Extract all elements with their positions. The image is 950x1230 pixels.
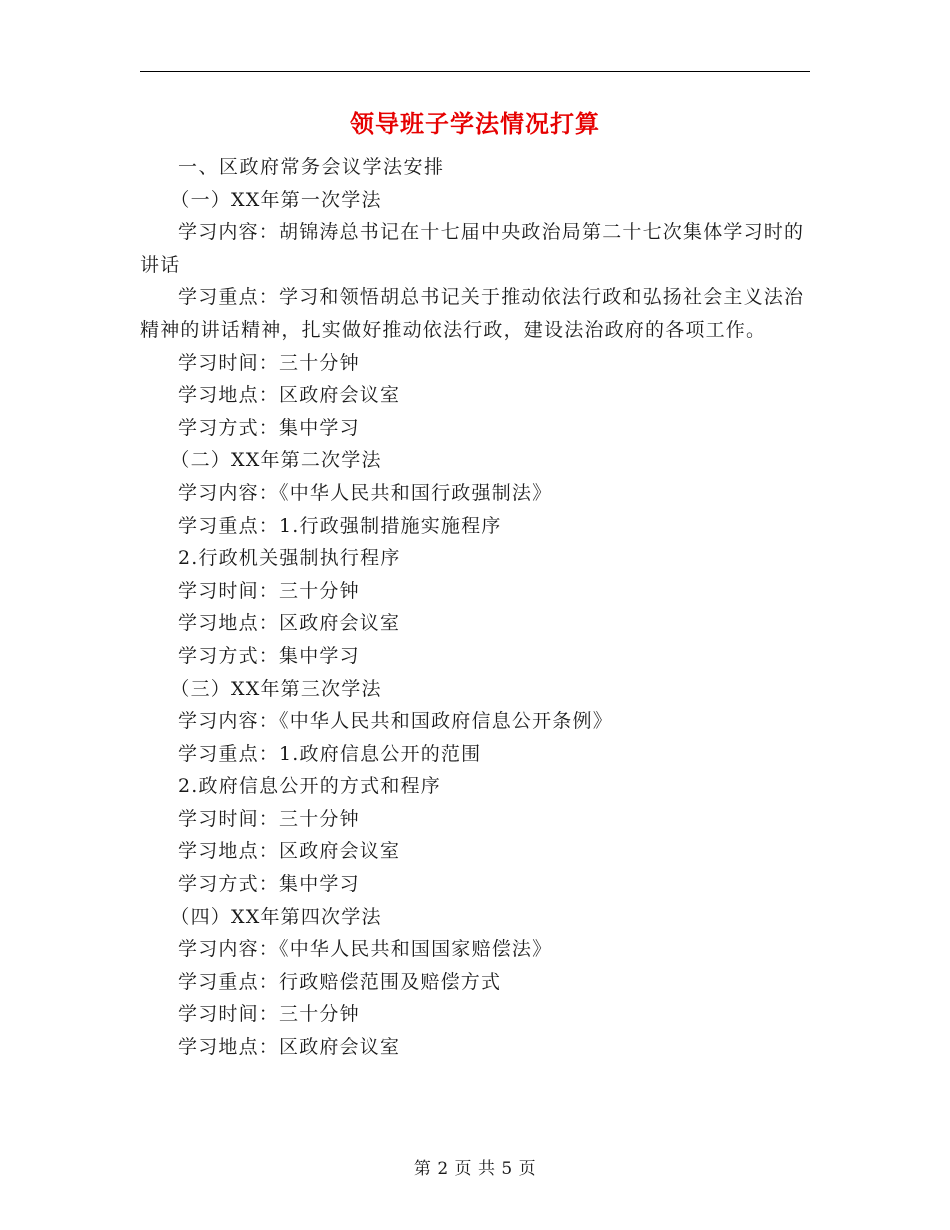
- paragraph: 学习重点：学习和领悟胡总书记关于推动依法行政和弘扬社会主义法治精神的讲话精神，扎实做好推动依法行政，建设法治政府的各项工作。: [140, 286, 805, 341]
- paragraph: 学习内容：《中华人民共和国行政强制法》: [178, 481, 553, 504]
- document-body: [140, 151, 810, 1064]
- paragraph: 学习地点：区政府会议室: [178, 612, 401, 635]
- paragraph: 学习内容：《中华人民共和国政府信息公开条例》: [178, 710, 613, 733]
- paragraph: 学习地点：区政府会议室: [178, 1036, 401, 1059]
- document-title: 领导班子学法情况打算: [350, 109, 600, 138]
- paragraph: 学习方式：集中学习: [178, 416, 360, 439]
- paragraph: 2.政府信息公开的方式和程序: [178, 775, 441, 798]
- paragraph: 学习重点：1.政府信息公开的范围: [178, 742, 482, 765]
- paragraph: 学习方式：集中学习: [178, 644, 360, 667]
- paragraph: 2.行政机关强制执行程序: [178, 547, 401, 570]
- paragraph: 学习地点：区政府会议室: [178, 384, 401, 407]
- paragraph: 学习重点：1.行政强制措施实施程序: [178, 514, 502, 537]
- paragraph: 学习内容：胡锦涛总书记在十七届中央政治局第二十七次集体学习时的讲话: [140, 221, 805, 276]
- paragraph: 学习内容：《中华人民共和国国家赔偿法》: [178, 938, 553, 961]
- paragraph: 学习方式：集中学习: [178, 873, 360, 896]
- paragraph: 学习重点：行政赔偿范围及赔偿方式: [178, 970, 502, 993]
- paragraph: 学习时间：三十分钟: [178, 351, 360, 374]
- subsection-heading: （二）XX年第二次学法: [170, 449, 382, 472]
- page-number-footer: 第 2 页 共 5 页: [413, 1159, 537, 1179]
- paragraph: 学习地点：区政府会议室: [178, 840, 401, 863]
- header-rule: [140, 71, 810, 72]
- paragraph: 学习时间：三十分钟: [178, 579, 360, 602]
- subsection-heading: （四）XX年第四次学法: [170, 905, 382, 928]
- subsection-heading: （一）XX年第一次学法: [170, 188, 382, 211]
- section-heading: 一、区政府常务会议学法安排: [178, 156, 445, 178]
- paragraph: 学习时间：三十分钟: [178, 1003, 360, 1026]
- subsection-heading: （三）XX年第三次学法: [170, 677, 382, 700]
- paragraph: 学习时间：三十分钟: [178, 807, 360, 830]
